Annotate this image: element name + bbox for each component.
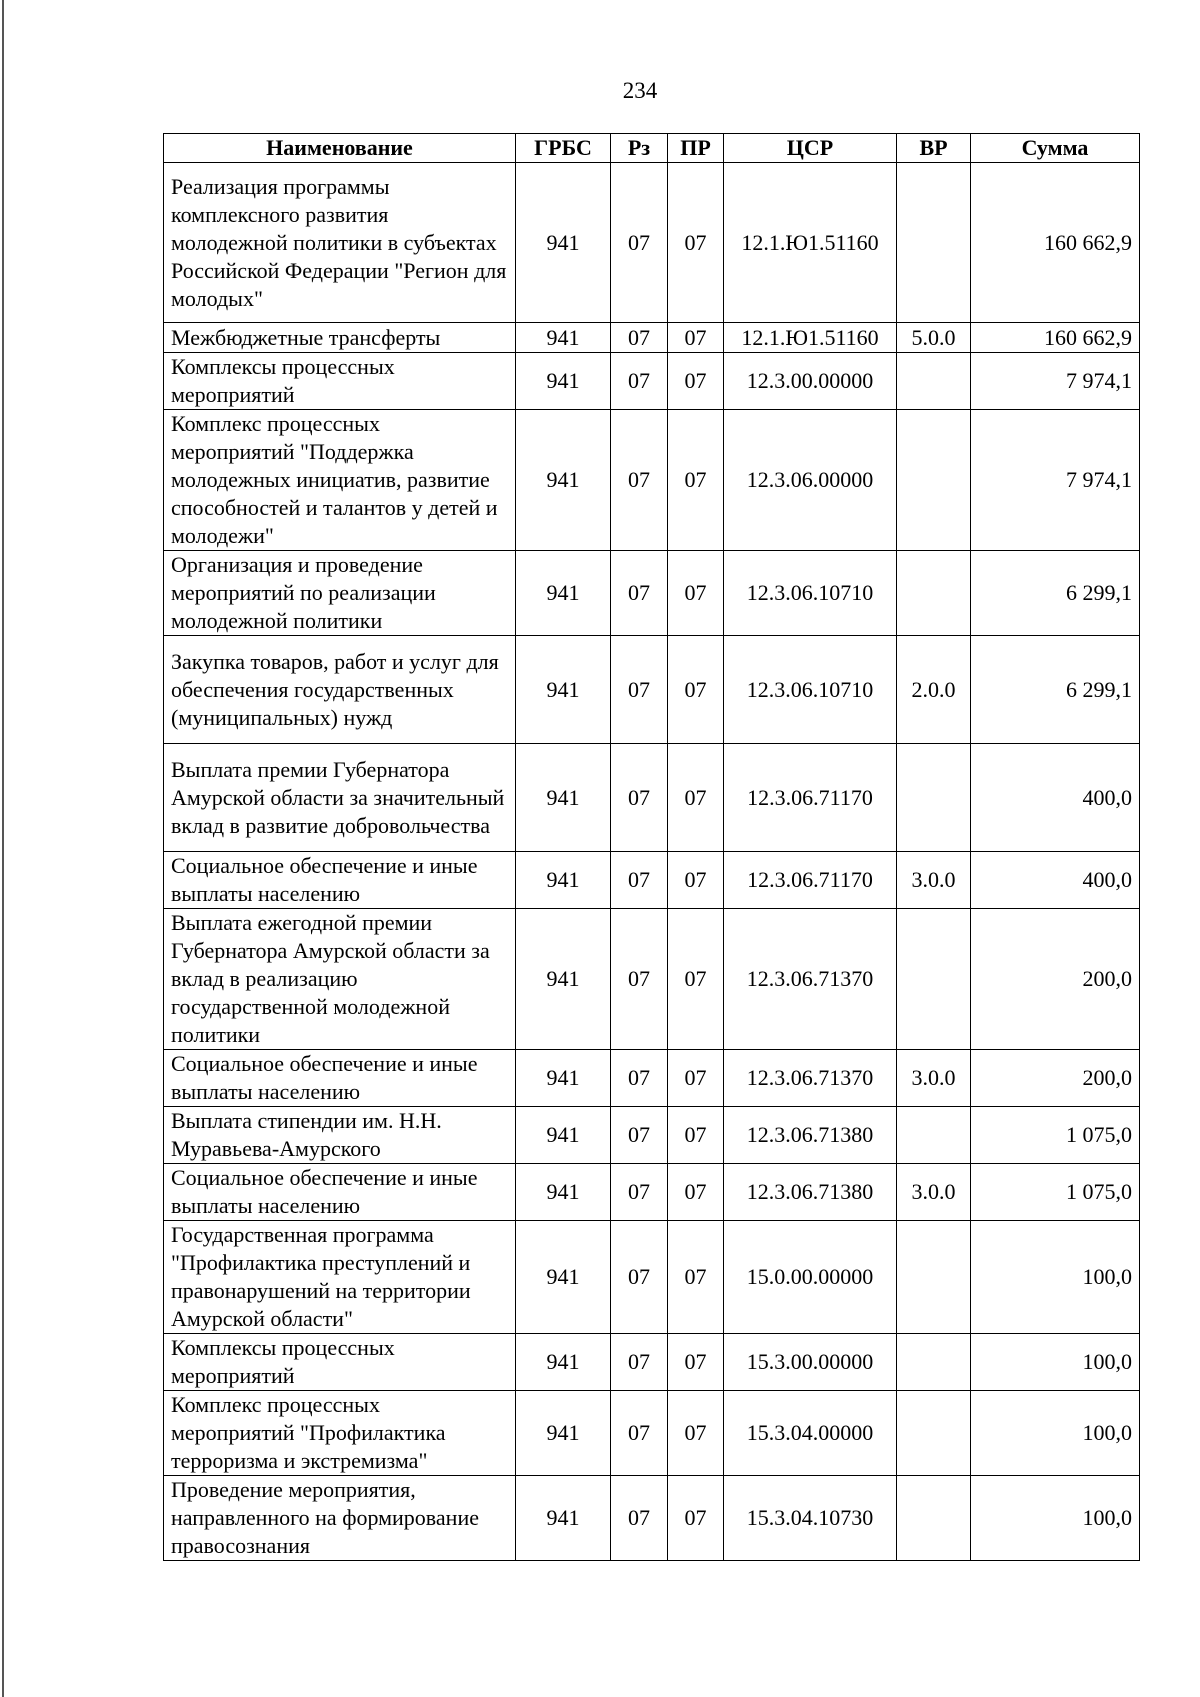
cell-sum: 160 662,9 xyxy=(971,323,1140,353)
cell-pr: 07 xyxy=(668,636,724,744)
table-row xyxy=(164,852,1140,909)
cell-rz: 07 xyxy=(611,1221,668,1334)
cell-pr: 07 xyxy=(668,852,724,909)
cell-grbs: 941 xyxy=(516,1476,611,1561)
cell-rz: 07 xyxy=(611,1107,668,1164)
cell-rz: 07 xyxy=(611,909,668,1050)
cell-vr: 3.0.0 xyxy=(897,1164,971,1221)
table-row xyxy=(164,1391,1140,1476)
cell-csr: 15.3.04.00000 xyxy=(724,1391,897,1476)
cell-rz: 07 xyxy=(611,1164,668,1221)
cell-grbs: 941 xyxy=(516,1107,611,1164)
cell-csr: 12.3.00.00000 xyxy=(724,353,897,410)
cell-sum: 100,0 xyxy=(971,1391,1140,1476)
cell-pr: 07 xyxy=(668,1164,724,1221)
cell-sum: 400,0 xyxy=(971,744,1140,852)
cell-name: Комплексы процессных мероприятий xyxy=(164,353,516,410)
cell-sum: 7 974,1 xyxy=(971,410,1140,551)
table-row xyxy=(164,909,1140,1050)
cell-vr: 3.0.0 xyxy=(897,852,971,909)
cell-sum: 100,0 xyxy=(971,1221,1140,1334)
header-vr: ВР xyxy=(897,134,971,163)
cell-vr xyxy=(897,1107,971,1164)
cell-sum: 1 075,0 xyxy=(971,1107,1140,1164)
table-row xyxy=(164,551,1140,636)
cell-grbs: 941 xyxy=(516,744,611,852)
cell-rz: 07 xyxy=(611,163,668,323)
cell-csr: 12.3.06.71170 xyxy=(724,852,897,909)
table-row xyxy=(164,1050,1140,1107)
cell-rz: 07 xyxy=(611,1334,668,1391)
cell-sum: 400,0 xyxy=(971,852,1140,909)
cell-rz: 07 xyxy=(611,353,668,410)
cell-csr: 12.3.06.71170 xyxy=(724,744,897,852)
cell-name: Проведение мероприятия, направленного на формирование правосознания xyxy=(164,1476,516,1561)
cell-csr: 12.3.06.71370 xyxy=(724,1050,897,1107)
cell-vr xyxy=(897,551,971,636)
table-row xyxy=(164,1164,1140,1221)
cell-pr: 07 xyxy=(668,744,724,852)
cell-sum: 100,0 xyxy=(971,1334,1140,1391)
cell-name: Комплекс процессных мероприятий "Поддержка молодежных инициатив, развитие способностей и талантов у детей и молодежи" xyxy=(164,410,516,551)
cell-rz: 07 xyxy=(611,1391,668,1476)
cell-vr xyxy=(897,410,971,551)
header-csr: ЦСР xyxy=(724,134,897,163)
cell-grbs: 941 xyxy=(516,852,611,909)
cell-name: Межбюджетные трансферты xyxy=(164,323,516,353)
cell-pr: 07 xyxy=(668,1221,724,1334)
cell-name: Выплата ежегодной премии Губернатора Амурской области за вклад в реализацию государственной молодежной политики xyxy=(164,909,516,1050)
cell-sum: 160 662,9 xyxy=(971,163,1140,323)
cell-vr xyxy=(897,163,971,323)
cell-grbs: 941 xyxy=(516,909,611,1050)
cell-sum: 200,0 xyxy=(971,909,1140,1050)
cell-name: Социальное обеспечение и иные выплаты населению xyxy=(164,1164,516,1221)
header-name: Наименование xyxy=(164,134,516,163)
cell-grbs: 941 xyxy=(516,1391,611,1476)
cell-vr xyxy=(897,744,971,852)
cell-csr: 15.0.00.00000 xyxy=(724,1221,897,1334)
cell-name: Социальное обеспечение и иные выплаты населению xyxy=(164,852,516,909)
cell-csr: 12.3.06.10710 xyxy=(724,551,897,636)
cell-sum: 100,0 xyxy=(971,1476,1140,1561)
cell-grbs: 941 xyxy=(516,323,611,353)
cell-name: Выплата стипендии им. Н.Н. Муравьева-Амурского xyxy=(164,1107,516,1164)
table-row xyxy=(164,744,1140,852)
page-number: 234 xyxy=(622,78,658,103)
cell-vr xyxy=(897,1221,971,1334)
cell-csr: 12.3.06.71370 xyxy=(724,909,897,1050)
cell-name: Социальное обеспечение и иные выплаты населению xyxy=(164,1050,516,1107)
cell-grbs: 941 xyxy=(516,551,611,636)
cell-name: Организация и проведение мероприятий по реализации молодежной политики xyxy=(164,551,516,636)
cell-name: Комплекс процессных мероприятий "Профилактика терроризма и экстремизма" xyxy=(164,1391,516,1476)
cell-pr: 07 xyxy=(668,353,724,410)
cell-pr: 07 xyxy=(668,1391,724,1476)
cell-rz: 07 xyxy=(611,852,668,909)
header-row xyxy=(164,134,1140,163)
cell-rz: 07 xyxy=(611,323,668,353)
cell-rz: 07 xyxy=(611,1050,668,1107)
cell-rz: 07 xyxy=(611,744,668,852)
cell-sum: 200,0 xyxy=(971,1050,1140,1107)
cell-pr: 07 xyxy=(668,551,724,636)
cell-name: Закупка товаров, работ и услуг для обеспечения государственных (муниципальных) нужд xyxy=(164,636,516,744)
cell-vr xyxy=(897,1391,971,1476)
cell-csr: 12.3.06.71380 xyxy=(724,1107,897,1164)
cell-csr: 15.3.04.10730 xyxy=(724,1476,897,1561)
cell-vr xyxy=(897,1334,971,1391)
cell-sum: 1 075,0 xyxy=(971,1164,1140,1221)
cell-vr xyxy=(897,1476,971,1561)
cell-name: Выплата премии Губернатора Амурской области за значительный вклад в развитие добровольчества xyxy=(164,744,516,852)
cell-pr: 07 xyxy=(668,1476,724,1561)
cell-sum: 6 299,1 xyxy=(971,551,1140,636)
table-row xyxy=(164,1107,1140,1164)
header-pr: ПР xyxy=(668,134,724,163)
cell-grbs: 941 xyxy=(516,636,611,744)
header-rz: Рз xyxy=(611,134,668,163)
budget-table xyxy=(163,133,1140,1561)
cell-pr: 07 xyxy=(668,410,724,551)
cell-grbs: 941 xyxy=(516,410,611,551)
table-row xyxy=(164,410,1140,551)
cell-grbs: 941 xyxy=(516,353,611,410)
scan-edge xyxy=(2,0,4,1697)
cell-vr: 5.0.0 xyxy=(897,323,971,353)
cell-pr: 07 xyxy=(668,1050,724,1107)
table-row xyxy=(164,163,1140,323)
cell-grbs: 941 xyxy=(516,1050,611,1107)
cell-vr xyxy=(897,909,971,1050)
cell-csr: 12.3.06.10710 xyxy=(724,636,897,744)
cell-vr: 3.0.0 xyxy=(897,1050,971,1107)
table-row xyxy=(164,323,1140,353)
header-sum: Сумма xyxy=(971,134,1140,163)
cell-sum: 7 974,1 xyxy=(971,353,1140,410)
cell-pr: 07 xyxy=(668,1107,724,1164)
table-row xyxy=(164,636,1140,744)
cell-rz: 07 xyxy=(611,636,668,744)
cell-vr: 2.0.0 xyxy=(897,636,971,744)
cell-vr xyxy=(897,353,971,410)
table-row xyxy=(164,353,1140,410)
cell-pr: 07 xyxy=(668,163,724,323)
cell-grbs: 941 xyxy=(516,1164,611,1221)
cell-csr: 12.1.Ю1.51160 xyxy=(724,163,897,323)
cell-rz: 07 xyxy=(611,1476,668,1561)
cell-csr: 12.3.06.00000 xyxy=(724,410,897,551)
cell-csr: 12.1.Ю1.51160 xyxy=(724,323,897,353)
cell-sum: 6 299,1 xyxy=(971,636,1140,744)
table-row xyxy=(164,1221,1140,1334)
cell-grbs: 941 xyxy=(516,163,611,323)
cell-csr: 15.3.00.00000 xyxy=(724,1334,897,1391)
table-row xyxy=(164,1476,1140,1561)
cell-grbs: 941 xyxy=(516,1221,611,1334)
cell-name: Государственная программа "Профилактика преступлений и правонарушений на территории Амурской области" xyxy=(164,1221,516,1334)
cell-pr: 07 xyxy=(668,909,724,1050)
cell-grbs: 941 xyxy=(516,1334,611,1391)
cell-csr: 12.3.06.71380 xyxy=(724,1164,897,1221)
header-grbs: ГРБС xyxy=(516,134,611,163)
cell-name: Комплексы процессных мероприятий xyxy=(164,1334,516,1391)
cell-name: Реализация программы комплексного развития молодежной политики в субъектах Российской Федерации "Регион для молодых" xyxy=(164,163,516,323)
table-row xyxy=(164,1334,1140,1391)
cell-pr: 07 xyxy=(668,323,724,353)
cell-rz: 07 xyxy=(611,551,668,636)
cell-pr: 07 xyxy=(668,1334,724,1391)
cell-rz: 07 xyxy=(611,410,668,551)
